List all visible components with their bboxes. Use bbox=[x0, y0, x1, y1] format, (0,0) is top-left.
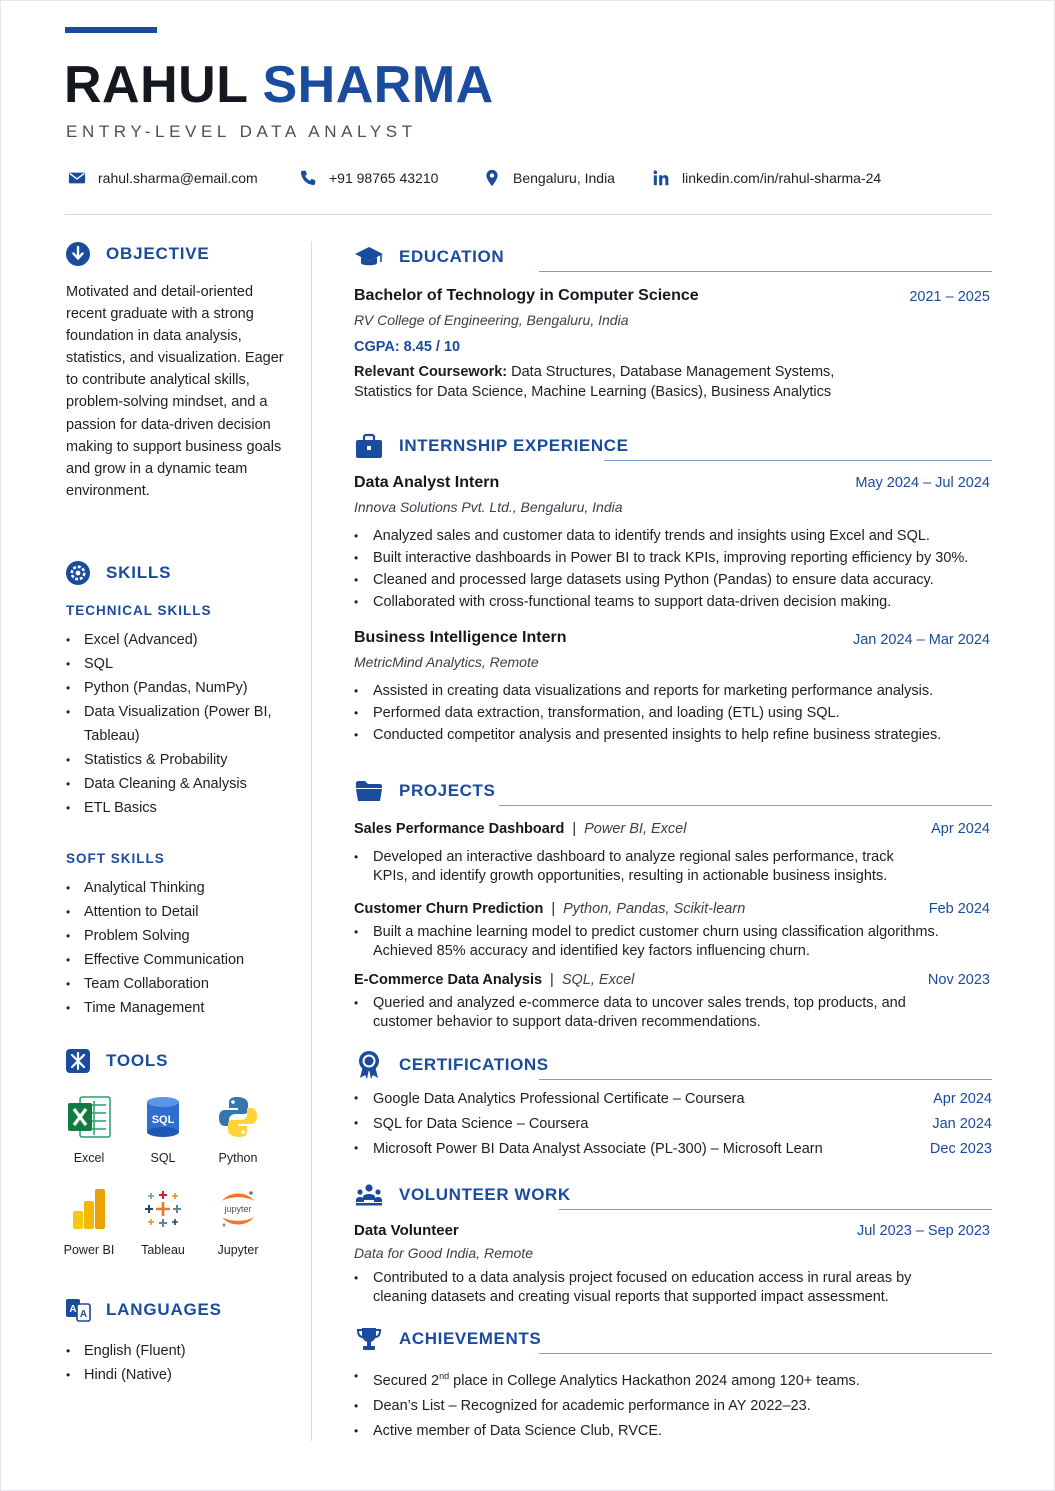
list-item: • ETL Basics bbox=[66, 796, 296, 820]
volunteer-role: Data Volunteer bbox=[354, 1222, 459, 1239]
achievements-heading bbox=[354, 1323, 992, 1357]
internship-company: Innova Solutions Pvt. Ltd., Bengaluru, India bbox=[354, 499, 623, 515]
gear-icon bbox=[65, 560, 91, 586]
tool-powerbi bbox=[54, 1185, 124, 1257]
internship-dates: Jan 2024 – Mar 2024 bbox=[852, 632, 990, 648]
powerbi-icon bbox=[71, 1187, 107, 1231]
certification-name: • SQL for Data Science – Coursera bbox=[354, 1116, 588, 1132]
list-item: • Performed data extraction, transformation, and loading (ETL) using SQL. bbox=[354, 702, 984, 724]
tool-label: Jupyter bbox=[217, 1243, 259, 1257]
contact-phone[interactable] bbox=[299, 167, 438, 189]
email-text: rahul.sharma@email.com bbox=[98, 170, 258, 186]
languages-heading bbox=[65, 1296, 222, 1324]
projects-title: PROJECTS bbox=[399, 781, 496, 800]
objective-heading bbox=[65, 240, 210, 268]
tool-tableau bbox=[128, 1185, 198, 1257]
list-item: • Analytical Thinking bbox=[66, 876, 296, 900]
coursework-label: Relevant Coursework: bbox=[354, 364, 508, 380]
soft-skills-title: SOFT SKILLS bbox=[66, 851, 165, 866]
section-rule bbox=[539, 271, 992, 272]
coursework-text: Data Structures, Database Management Systems, Statistics for Data Science, Machine Learning (Basics), Business Analytics bbox=[354, 364, 835, 400]
achievement-text: Secured 2 bbox=[373, 1372, 440, 1389]
certification-item bbox=[354, 1141, 992, 1161]
list-item: • Cleaned and processed large datasets using Python (Pandas) to ensure data accuracy. bbox=[354, 569, 984, 591]
list-item: • Dean’s List – Recognized for academic performance in AY 2022–23. bbox=[354, 1394, 984, 1419]
job-title: ENTRY-LEVEL DATA ANALYST bbox=[66, 122, 417, 141]
tool-python bbox=[203, 1093, 273, 1165]
last-name: SHARMA bbox=[262, 56, 494, 114]
briefcase-icon bbox=[354, 432, 384, 460]
list-item: • Python (Pandas, NumPy) bbox=[66, 676, 296, 700]
location-pin-icon bbox=[483, 169, 501, 187]
soft-skills-list bbox=[66, 876, 296, 1020]
linkedin-icon bbox=[652, 169, 670, 187]
section-rule bbox=[499, 805, 992, 806]
achievements-title: ACHIEVEMENTS bbox=[399, 1329, 542, 1348]
translate-icon bbox=[65, 1297, 91, 1323]
project-tools: Power BI, Excel bbox=[584, 821, 687, 837]
tools-title: TOOLS bbox=[106, 1051, 169, 1070]
list-item: • Team Collaboration bbox=[66, 972, 296, 996]
column-divider bbox=[311, 241, 312, 1441]
candidate-name bbox=[64, 57, 494, 113]
internship-role: Business Intelligence Intern bbox=[354, 629, 567, 646]
phone-text: +91 98765 43210 bbox=[329, 170, 439, 186]
certification-item bbox=[354, 1116, 992, 1136]
list-item: • Developed an interactive dashboard to analyze regional sales performance, track KPIs, and identify growth opportunities, resulting in actionable business insights. bbox=[354, 848, 929, 886]
contact-location bbox=[483, 167, 615, 189]
list-item: • Problem Solving bbox=[66, 924, 296, 948]
achievements-list bbox=[354, 1364, 984, 1444]
certification-item bbox=[354, 1091, 992, 1111]
languages-list bbox=[66, 1339, 296, 1387]
graduation-cap-icon bbox=[354, 243, 384, 271]
certification-name: • Microsoft Power BI Data Analyst Associate (PL-300) – Microsoft Learn bbox=[354, 1141, 823, 1157]
list-item: • Data Visualization (Power BI, Tableau) bbox=[66, 700, 296, 748]
excel-icon bbox=[66, 1095, 112, 1139]
degree-title: Bachelor of Technology in Computer Science bbox=[354, 287, 699, 304]
list-item bbox=[354, 1364, 984, 1394]
contact-email[interactable] bbox=[68, 167, 258, 189]
list-item: • English (Fluent) bbox=[66, 1339, 296, 1363]
technical-skills-list bbox=[66, 628, 296, 820]
sql-icon-text: SQL bbox=[151, 1114, 175, 1126]
sql-database-icon bbox=[145, 1094, 181, 1140]
list-item: • Active member of Data Science Club, RVCE. bbox=[354, 1419, 984, 1444]
internship-heading bbox=[354, 430, 992, 464]
project-title bbox=[354, 972, 634, 988]
list-item: • Collaborated with cross-functional teams to support data-driven decision making. bbox=[354, 591, 984, 613]
internship-title: INTERNSHIP EXPERIENCE bbox=[399, 436, 629, 455]
certification-date: Dec 2023 bbox=[929, 1141, 992, 1157]
python-icon bbox=[217, 1095, 259, 1139]
trophy-icon bbox=[354, 1325, 384, 1353]
section-rule bbox=[539, 1079, 992, 1080]
volunteer-title: VOLUNTEER WORK bbox=[399, 1185, 571, 1204]
ordinal-suffix: nd bbox=[439, 1371, 450, 1381]
certification-date: Jan 2024 bbox=[932, 1116, 992, 1132]
project-date: Nov 2023 bbox=[927, 972, 990, 988]
school-name: RV College of Engineering, Bengaluru, India bbox=[354, 312, 629, 328]
volunteer-dates: Jul 2023 – Sep 2023 bbox=[856, 1223, 990, 1239]
tool-label: SQL bbox=[150, 1151, 176, 1165]
section-rule bbox=[559, 1209, 992, 1210]
cgpa: CGPA: 8.45 / 10 bbox=[354, 339, 461, 355]
list-item: • Effective Communication bbox=[66, 948, 296, 972]
certification-name: • Google Data Analytics Professional Certificate – Coursera bbox=[354, 1091, 745, 1107]
list-item: • Conducted competitor analysis and presented insights to help refine business strategies. bbox=[354, 724, 984, 746]
list-item: • Analyzed sales and customer data to identify trends and insights using Excel and SQL. bbox=[354, 525, 984, 547]
separator: | bbox=[550, 972, 554, 988]
list-item: • Statistics & Probability bbox=[66, 748, 296, 772]
tools-heading bbox=[65, 1047, 168, 1075]
linkedin-text: linkedin.com/in/rahul-sharma-24 bbox=[682, 170, 882, 186]
tool-label: Python bbox=[218, 1151, 258, 1165]
tool-label: Excel bbox=[73, 1151, 105, 1165]
folder-icon bbox=[354, 777, 384, 805]
internship-bullets bbox=[354, 680, 984, 746]
certifications-heading bbox=[354, 1049, 992, 1083]
tool-jupyter bbox=[203, 1185, 273, 1257]
project-date: Apr 2024 bbox=[931, 821, 990, 837]
list-item: • Queried and analyzed e-commerce data to uncover sales trends, top products, and customer behavior to support data-driven recommendations. bbox=[354, 994, 929, 1032]
first-name: RAHUL bbox=[64, 56, 248, 114]
list-item: • Data Cleaning & Analysis bbox=[66, 772, 296, 796]
tool-label: Power BI bbox=[63, 1243, 115, 1257]
list-item: • Time Management bbox=[66, 996, 296, 1020]
objective-icon bbox=[65, 241, 91, 267]
section-rule bbox=[604, 460, 992, 461]
internship-role: Data Analyst Intern bbox=[354, 474, 500, 491]
technical-skills-title: TECHNICAL SKILLS bbox=[66, 603, 212, 618]
project-tools: Python, Pandas, Scikit-learn bbox=[563, 901, 746, 917]
education-title: EDUCATION bbox=[399, 247, 505, 266]
header-accent-bar bbox=[65, 27, 157, 33]
tool-label: Tableau bbox=[141, 1243, 185, 1257]
header-divider bbox=[65, 214, 992, 215]
award-ribbon-icon bbox=[354, 1051, 384, 1079]
education-heading bbox=[354, 241, 992, 275]
volunteer-bullets bbox=[354, 1269, 929, 1307]
internship-company: MetricMind Analytics, Remote bbox=[354, 654, 539, 670]
internship-bullets bbox=[354, 525, 984, 613]
separator: | bbox=[551, 901, 556, 917]
list-item: • Assisted in creating data visualizations and reports for marketing performance analysis. bbox=[354, 680, 984, 702]
svg-text:A: A bbox=[69, 1304, 77, 1315]
svg-text:A: A bbox=[79, 1309, 88, 1320]
list-item: • Hindi (Native) bbox=[66, 1363, 296, 1387]
coursework bbox=[354, 362, 854, 402]
volunteer-org: Data for Good India, Remote bbox=[354, 1245, 533, 1261]
tableau-icon bbox=[143, 1189, 183, 1229]
project-date: Feb 2024 bbox=[928, 901, 990, 917]
list-item: • Excel (Advanced) bbox=[66, 628, 296, 652]
envelope-icon bbox=[68, 169, 86, 187]
certifications-title: CERTIFICATIONS bbox=[399, 1055, 549, 1074]
phone-icon bbox=[299, 169, 317, 187]
tool-sql bbox=[128, 1093, 198, 1165]
tool-excel bbox=[54, 1093, 124, 1165]
projects-heading bbox=[354, 775, 992, 809]
tools-icon bbox=[65, 1048, 91, 1074]
project-name: E-Commerce Data Analysis bbox=[354, 972, 543, 988]
contact-linkedin[interactable] bbox=[652, 167, 881, 189]
languages-title: LANGUAGES bbox=[106, 1300, 222, 1319]
project-bullets bbox=[354, 848, 929, 886]
project-tools: SQL, Excel bbox=[561, 972, 635, 988]
section-rule bbox=[539, 1353, 992, 1354]
volunteer-heading bbox=[354, 1179, 992, 1213]
list-item: • Contributed to a data analysis project focused on education access in rural areas by cleaning datasets and creating visual reports that supported impact assessment. bbox=[354, 1269, 929, 1307]
list-item: • Attention to Detail bbox=[66, 900, 296, 924]
project-bullets bbox=[354, 994, 929, 1032]
objective-text: Motivated and detail-oriented recent graduate with a strong foundation in data analysis, statistics, and visualization. Eager to contribute analytical skills, problem-solving mindset, and a passion for data-driven decision making to support business goals and grow in a dynamic team environment. bbox=[66, 284, 284, 499]
skills-heading bbox=[65, 559, 171, 587]
project-name: Sales Performance Dashboard bbox=[354, 821, 565, 837]
objective-title: OBJECTIVE bbox=[106, 244, 210, 263]
location-text: Bengaluru, India bbox=[513, 170, 615, 186]
project-title bbox=[354, 901, 745, 917]
achievement-text: place in College Analytics Hackathon 2024 among 120+ teams. bbox=[449, 1372, 860, 1389]
education-dates: 2021 – 2025 bbox=[909, 289, 990, 305]
project-name: Customer Churn Prediction bbox=[354, 901, 544, 917]
people-icon bbox=[354, 1181, 384, 1209]
certification-date: Apr 2024 bbox=[933, 1091, 992, 1107]
skills-title: SKILLS bbox=[106, 563, 172, 582]
jupyter-icon bbox=[217, 1189, 259, 1229]
list-item: • SQL bbox=[66, 652, 296, 676]
project-bullets bbox=[354, 923, 944, 961]
project-title bbox=[354, 821, 686, 837]
list-item: • Built a machine learning model to predict customer churn using classification algorithms. Achieved 85% accuracy and identified key factors influencing churn. bbox=[354, 923, 944, 961]
internship-dates: May 2024 – Jul 2024 bbox=[855, 475, 990, 491]
separator: | bbox=[572, 821, 577, 837]
jupyter-icon-text: jupyter bbox=[224, 1204, 252, 1214]
list-item: • Built interactive dashboards in Power BI to track KPIs, improving reporting efficiency by 30%. bbox=[354, 547, 984, 569]
